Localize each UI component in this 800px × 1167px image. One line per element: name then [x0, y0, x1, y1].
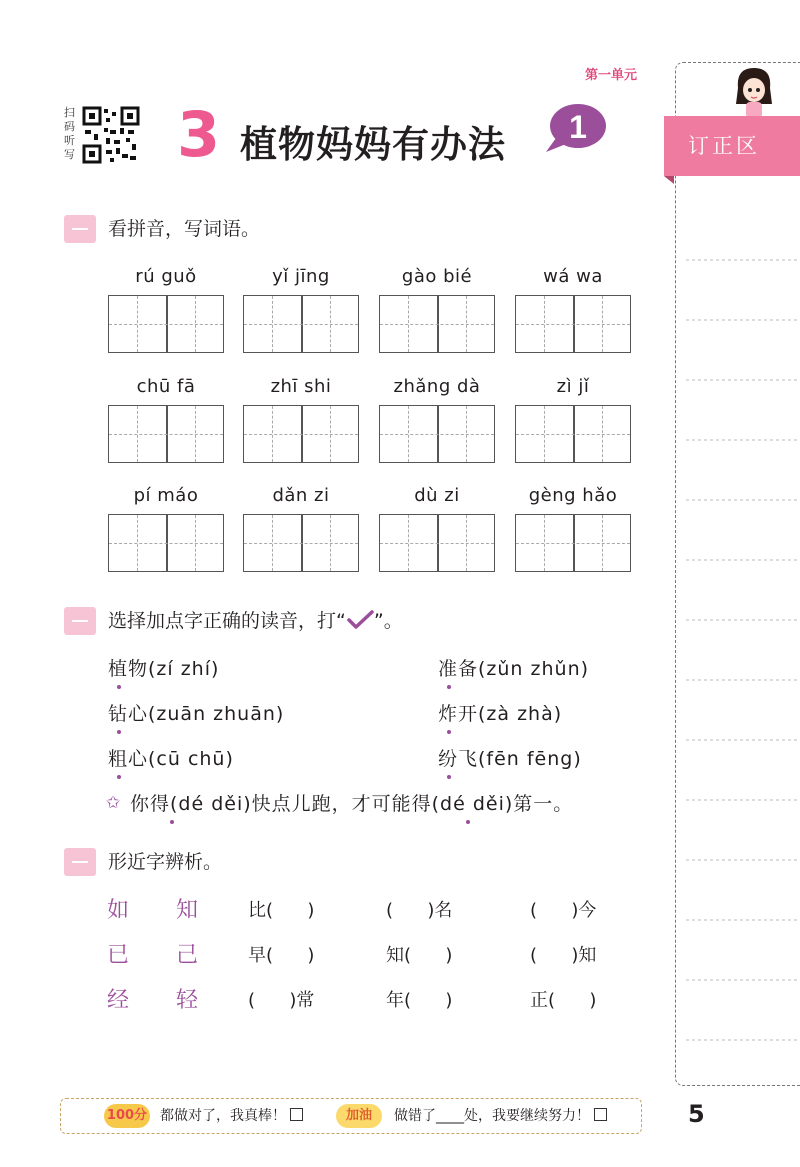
writing-box[interactable] — [108, 514, 224, 572]
section-2-title-end: ”。 — [373, 610, 403, 632]
pinyin-label: zhǎng dà — [393, 376, 481, 397]
section-2-title-start: 选择加点字正确的读音，打“ — [108, 610, 346, 632]
pinyin-label: gèng hǎo — [528, 485, 618, 506]
pinyin-label: chū fā — [136, 376, 196, 397]
emphasis-dot — [466, 820, 470, 824]
writing-box[interactable] — [243, 514, 359, 572]
pinyin-label: zì jǐ — [556, 376, 590, 397]
pinyin-label: gào bié — [401, 266, 473, 287]
pinyin-label: dù zi — [414, 485, 460, 506]
emphasis-dot — [117, 685, 121, 689]
fill-blank[interactable]: ( )知 — [530, 945, 597, 966]
cheer-text — [394, 1106, 607, 1126]
fill-blank[interactable]: 年( ) — [386, 990, 453, 1011]
section-1-title: 看拼音，写词语。 — [108, 218, 261, 240]
unit-label: 第一单元 — [585, 68, 638, 83]
qr-caption: 扫码听写 — [64, 106, 75, 161]
writing-box[interactable] — [379, 514, 495, 572]
cheer-badge: 加油 — [336, 1104, 382, 1128]
star-challenge-item[interactable]: 你得(dé děi)快点儿跑，才可能得(dé děi)第一。 — [130, 793, 574, 815]
page-number: 5 — [688, 1100, 705, 1128]
writing-box[interactable] — [108, 405, 224, 463]
reading-choice-item[interactable]: 钻心(zuān zhuān) — [108, 703, 285, 725]
similar-char: 轻 — [176, 988, 199, 1013]
pinyin-label: rú guǒ — [135, 266, 197, 287]
similar-char: 经 — [107, 988, 130, 1013]
full-score-text — [160, 1106, 303, 1126]
girl-mascot-icon — [728, 64, 780, 120]
pinyin-label: wá wa — [543, 266, 603, 287]
speech-bubble-icon — [542, 100, 608, 156]
fill-blank[interactable]: ( )名 — [386, 900, 453, 921]
emphasis-dot — [447, 775, 451, 779]
full-score-checkbox[interactable] — [290, 1108, 303, 1121]
correction-area-tab: 订正区 — [664, 116, 800, 176]
similar-char: 如 — [107, 898, 130, 923]
reading-choice-item[interactable]: 粗心(cū chū) — [108, 748, 234, 770]
reading-choice-item[interactable]: 纷飞(fēn fēng) — [438, 748, 582, 770]
full-score-badge: 100分 — [104, 1104, 150, 1128]
similar-char: 已 — [107, 943, 130, 968]
writing-box[interactable] — [379, 295, 495, 353]
fill-blank[interactable]: 知( ) — [386, 945, 453, 966]
writing-box[interactable] — [108, 295, 224, 353]
cheer-label: 做错了____处，我要继续努力！ — [394, 1108, 590, 1124]
fill-blank[interactable]: 早( ) — [248, 945, 315, 966]
reading-choice-item[interactable]: 准备(zǔn zhǔn) — [438, 658, 590, 680]
reading-choice-item[interactable]: 炸开(zà zhà) — [438, 703, 563, 725]
reading-choice-item[interactable]: 植物(zí zhí) — [108, 658, 220, 680]
section-3-badge — [64, 848, 96, 876]
pinyin-label: yǐ jīng — [272, 266, 330, 287]
lesson-number: 3 — [177, 98, 221, 171]
writing-box[interactable] — [515, 514, 631, 572]
section-2-badge — [64, 607, 96, 635]
writing-box[interactable] — [379, 405, 495, 463]
pinyin-label: pí máo — [133, 485, 199, 506]
fill-blank[interactable]: 正( ) — [530, 990, 597, 1011]
qr-code-icon[interactable] — [82, 106, 140, 164]
pinyin-label: zhī shi — [270, 376, 332, 397]
emphasis-dot — [447, 685, 451, 689]
fill-blank[interactable]: ( )常 — [248, 990, 315, 1011]
writing-box[interactable] — [515, 405, 631, 463]
tab-fold — [664, 176, 674, 184]
similar-char: 知 — [176, 898, 199, 923]
section-badge-number: 1 — [569, 109, 587, 145]
writing-box[interactable] — [243, 405, 359, 463]
section-1-badge — [64, 215, 96, 243]
cheer-checkbox[interactable] — [594, 1108, 607, 1121]
fill-blank[interactable]: ( )今 — [530, 900, 597, 921]
section-2-title — [108, 607, 403, 635]
fill-blank[interactable]: 比( ) — [248, 900, 315, 921]
section-3-title: 形近字辨析。 — [108, 851, 223, 873]
emphasis-dot — [117, 775, 121, 779]
full-score-label: 都做对了，我真棒！ — [160, 1108, 286, 1124]
emphasis-dot — [170, 820, 174, 824]
emphasis-dot — [447, 730, 451, 734]
correction-lines — [686, 250, 800, 1080]
emphasis-dot — [117, 730, 121, 734]
writing-box[interactable] — [243, 295, 359, 353]
pinyin-label: dǎn zi — [272, 485, 330, 506]
lesson-title: 植物妈妈有办法 — [240, 123, 506, 166]
checkmark-icon — [346, 610, 374, 630]
star-icon: ✩ — [106, 793, 121, 813]
similar-char: 己 — [176, 943, 199, 968]
writing-box[interactable] — [515, 295, 631, 353]
